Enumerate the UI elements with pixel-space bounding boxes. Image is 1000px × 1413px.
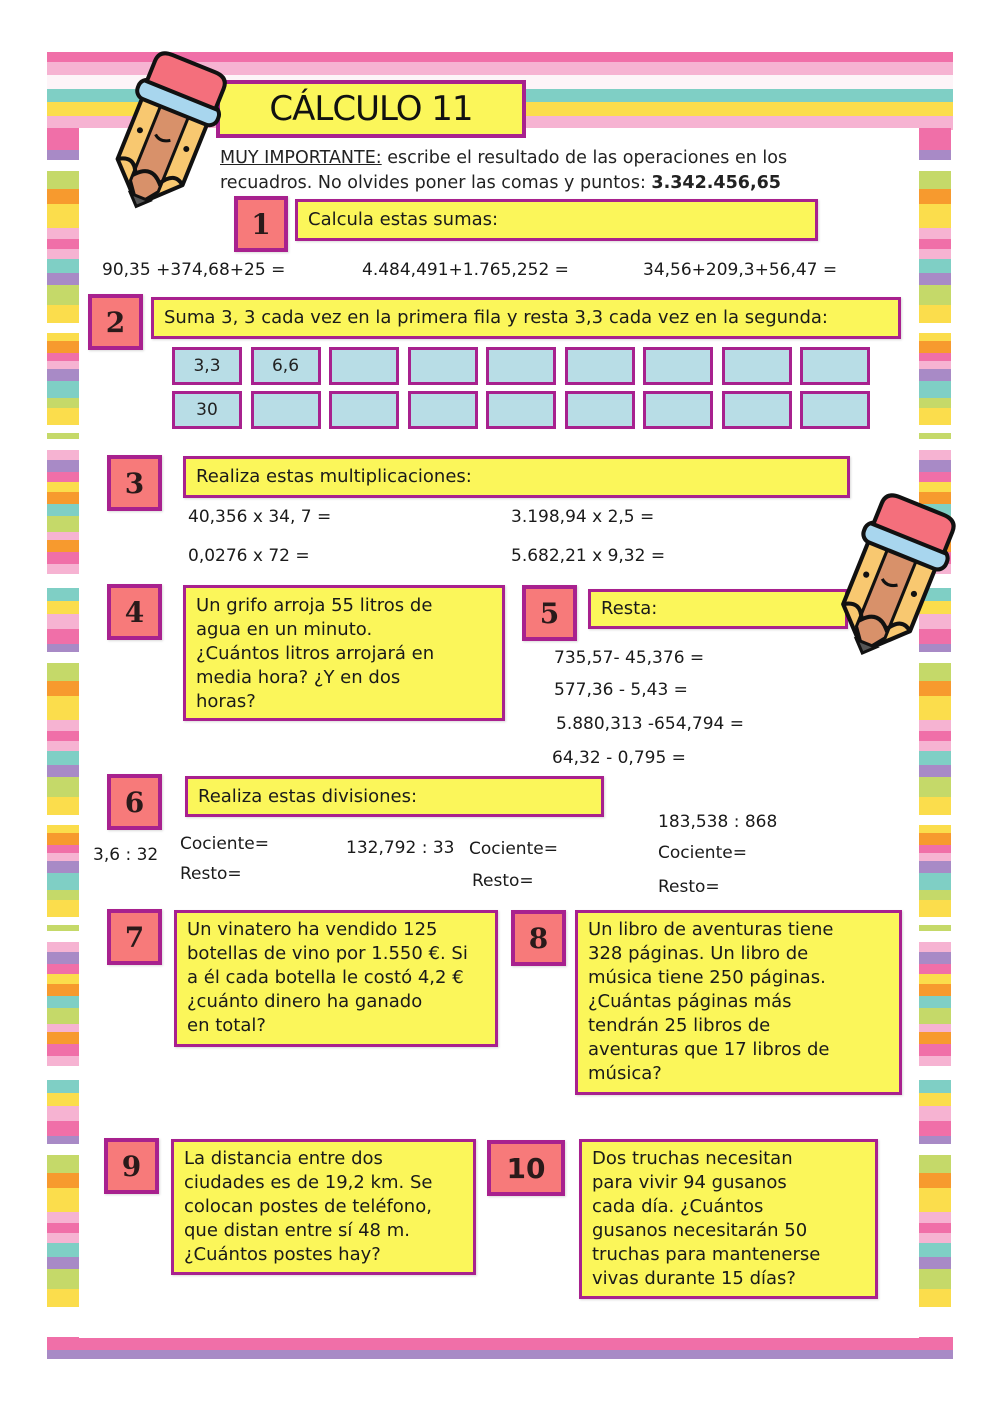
exercise-9-problem [171,1139,476,1275]
important-label: MUY IMPORTANTE: [220,148,382,168]
exercise-3-instruction: Realiza estas multiplicaciones: [183,456,850,498]
grid-cell[interactable] [722,391,792,429]
grid-cell[interactable] [643,391,713,429]
pencil-character-icon [100,50,230,220]
exercise-8-problem [575,910,902,1095]
grid-cell[interactable] [408,391,478,429]
grid-cell[interactable]: 30 [172,391,242,429]
intro-text-line2: recuadros. No olvides poner las comas y puntos: [220,173,652,193]
exercise-number-9: 9 [104,1138,159,1194]
problem-line: ¿Cuántos litros arrojará en [196,643,435,664]
problem-line: media hora? ¿Y en dos [196,667,401,688]
exercise-number-3: 3 [107,455,162,511]
problem-line: Un libro de aventuras tiene [588,919,834,940]
problem-line: en total? [187,1015,266,1036]
division-operation: 132,792 : 33 [346,838,455,858]
problem-line: Dos truchas necesitan [592,1148,793,1169]
grid-cell[interactable] [408,347,478,385]
exercise-1-operation: 90,35 +374,68+25 = [102,260,286,280]
grid-cell[interactable] [486,391,556,429]
exercise-number-2: 2 [88,294,143,350]
grid-cell[interactable] [800,347,870,385]
exercise-7-problem [174,910,498,1047]
frame-right-stripes [919,128,951,1337]
quotient-label: Cociente= [180,834,269,854]
exercise-5-operation: 5.880,313 -654,794 = [556,714,745,734]
exercise-3-operation: 3.198,94 x 2,5 = [511,507,655,527]
problem-line: Un vinatero ha vendido 125 [187,919,438,940]
grid-cell[interactable]: 3,3 [172,347,242,385]
page-title: CÁLCULO 11 [216,80,526,138]
grid-cell[interactable] [251,391,321,429]
exercise-5-operation: 577,36 - 5,43 = [554,680,688,700]
division-operation: 183,538 : 868 [658,812,778,832]
problem-line: tendrán 25 libros de [588,1015,771,1036]
problem-line: agua en un minuto. [196,619,373,640]
problem-line: cada día. ¿Cuántos [592,1196,764,1217]
problem-line: ¿Cuántos postes hay? [184,1244,381,1265]
sequence-grid [172,347,870,429]
exercise-3-operation: 0,0276 x 72 = [188,546,310,566]
grid-cell[interactable] [722,347,792,385]
exercise-5-operation: 64,32 - 0,795 = [552,748,686,768]
problem-line: para vivir 94 gusanos [592,1172,787,1193]
problem-line: a él cada botella le costó 4,2 € [187,967,464,988]
grid-cell[interactable] [643,347,713,385]
remainder-label: Resto= [180,864,242,884]
problem-line: aventuras que 17 libros de [588,1039,830,1060]
problem-line: vivas durante 15 días? [592,1268,796,1289]
division-operation: 3,6 : 32 [93,845,159,865]
problem-line: colocan postes de teléfono, [184,1196,432,1217]
problem-line: ¿Cuántas páginas más [588,991,792,1012]
exercise-number-7: 7 [107,909,162,965]
exercise-4-problem [183,585,505,721]
problem-line: horas? [196,691,256,712]
problem-line: que distan entre sí 48 m. [184,1220,410,1241]
problem-line: 328 páginas. Un libro de [588,943,809,964]
exercise-number-5: 5 [522,585,577,641]
problem-line: truchas para mantenerse [592,1244,821,1265]
grid-cell[interactable] [486,347,556,385]
exercise-number-1: 1 [234,196,288,252]
exercise-5-instruction: Resta: [588,589,848,629]
grid-cell[interactable] [565,347,635,385]
exercise-2-instruction: Suma 3, 3 cada vez en la primera fila y resta 3,3 cada vez en la segunda: [151,297,901,339]
problem-line: música tiene 250 páginas. [588,967,826,988]
exercise-10-problem [579,1139,878,1299]
exercise-1-operation: 34,56+209,3+56,47 = [643,260,838,280]
exercise-6-instruction: Realiza estas divisiones: [185,776,604,817]
exercise-number-4: 4 [107,584,162,640]
exercise-5-operation: 735,57- 45,376 = [554,648,705,668]
problem-line: La distancia entre dos [184,1148,383,1169]
problem-line: gusanos necesitarán 50 [592,1220,808,1241]
grid-cell[interactable] [800,391,870,429]
grid-cell[interactable] [329,347,399,385]
remainder-label: Resto= [472,871,534,891]
exercise-number-6: 6 [107,774,162,830]
grid-cell[interactable] [565,391,635,429]
quotient-label: Cociente= [469,839,558,859]
exercise-number-10: 10 [487,1140,565,1196]
problem-line: Un grifo arroja 55 litros de [196,595,433,616]
example-number: 3.342.456,65 [651,173,781,193]
exercise-3-operation: 5.682,21 x 9,32 = [511,546,666,566]
exercise-number-8: 8 [511,910,566,966]
exercise-1-operation: 4.484,491+1.765,252 = [362,260,569,280]
grid-cell[interactable]: 6,6 [251,347,321,385]
quotient-label: Cociente= [658,843,747,863]
pencil-character-icon [822,492,962,667]
exercise-1-instruction: Calcula estas sumas: [295,199,818,241]
problem-line: botellas de vino por 1.550 €. Si [187,943,468,964]
frame-left-stripes [47,128,79,1337]
frame-bottom-stripes [47,1337,953,1361]
intro-text-line1: escribe el resultado de las operaciones en los [381,148,788,168]
problem-line: ciudades es de 19,2 km. Se [184,1172,433,1193]
problem-line: música? [588,1063,662,1084]
exercise-3-operation: 40,356 x 34, 7 = [188,507,332,527]
remainder-label: Resto= [658,877,720,897]
problem-line: ¿cuánto dinero ha ganado [187,991,423,1012]
grid-cell[interactable] [329,391,399,429]
intro-instructions [220,146,880,196]
